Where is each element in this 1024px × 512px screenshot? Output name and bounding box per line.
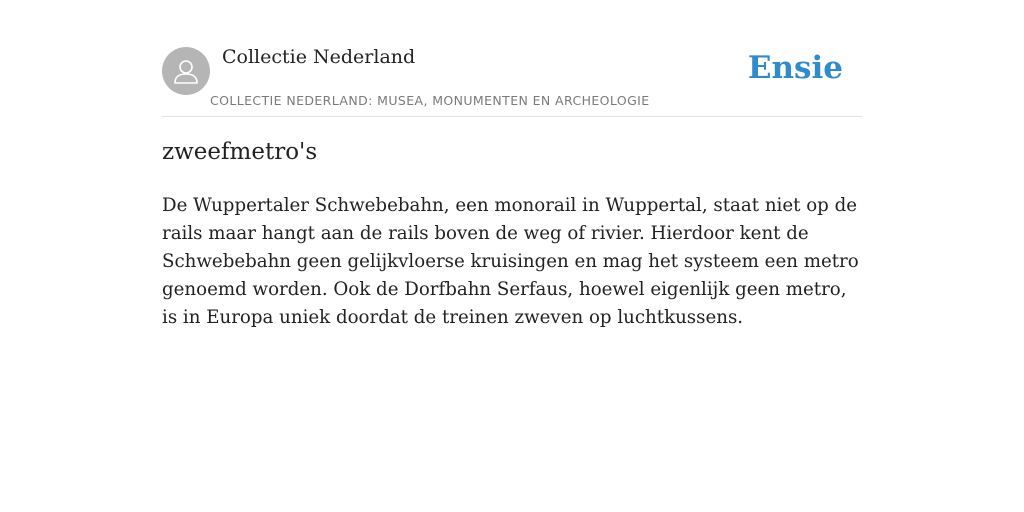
author-name[interactable]: Collectie Nederland xyxy=(222,46,416,68)
article-header xyxy=(162,46,862,117)
article-body: De Wuppertaler Schwebebahn, een monorail in Wuppertal, staat niet op de rails maar hangt aan de rails boven de weg of rivier. Hierdoor kent de Schwebebahn geen gelijkvloerse kruisingen en mag het systeem een metro genoemd worden. Ook de Dorfbahn Serfaus, hoewel eigenlijk geen metro, is in Europa uniek doordat de treinen zweven op luchtkussens. xyxy=(162,195,859,328)
brand-logo[interactable]: Ensie xyxy=(747,50,843,86)
author-subtitle[interactable]: COLLECTIE NEDERLAND: MUSEA, MONUMENTEN EN ARCHEOLOGIE xyxy=(210,93,650,108)
author-avatar[interactable] xyxy=(162,47,210,95)
article-title: zweefmetro's xyxy=(162,139,318,165)
user-icon xyxy=(171,56,201,86)
